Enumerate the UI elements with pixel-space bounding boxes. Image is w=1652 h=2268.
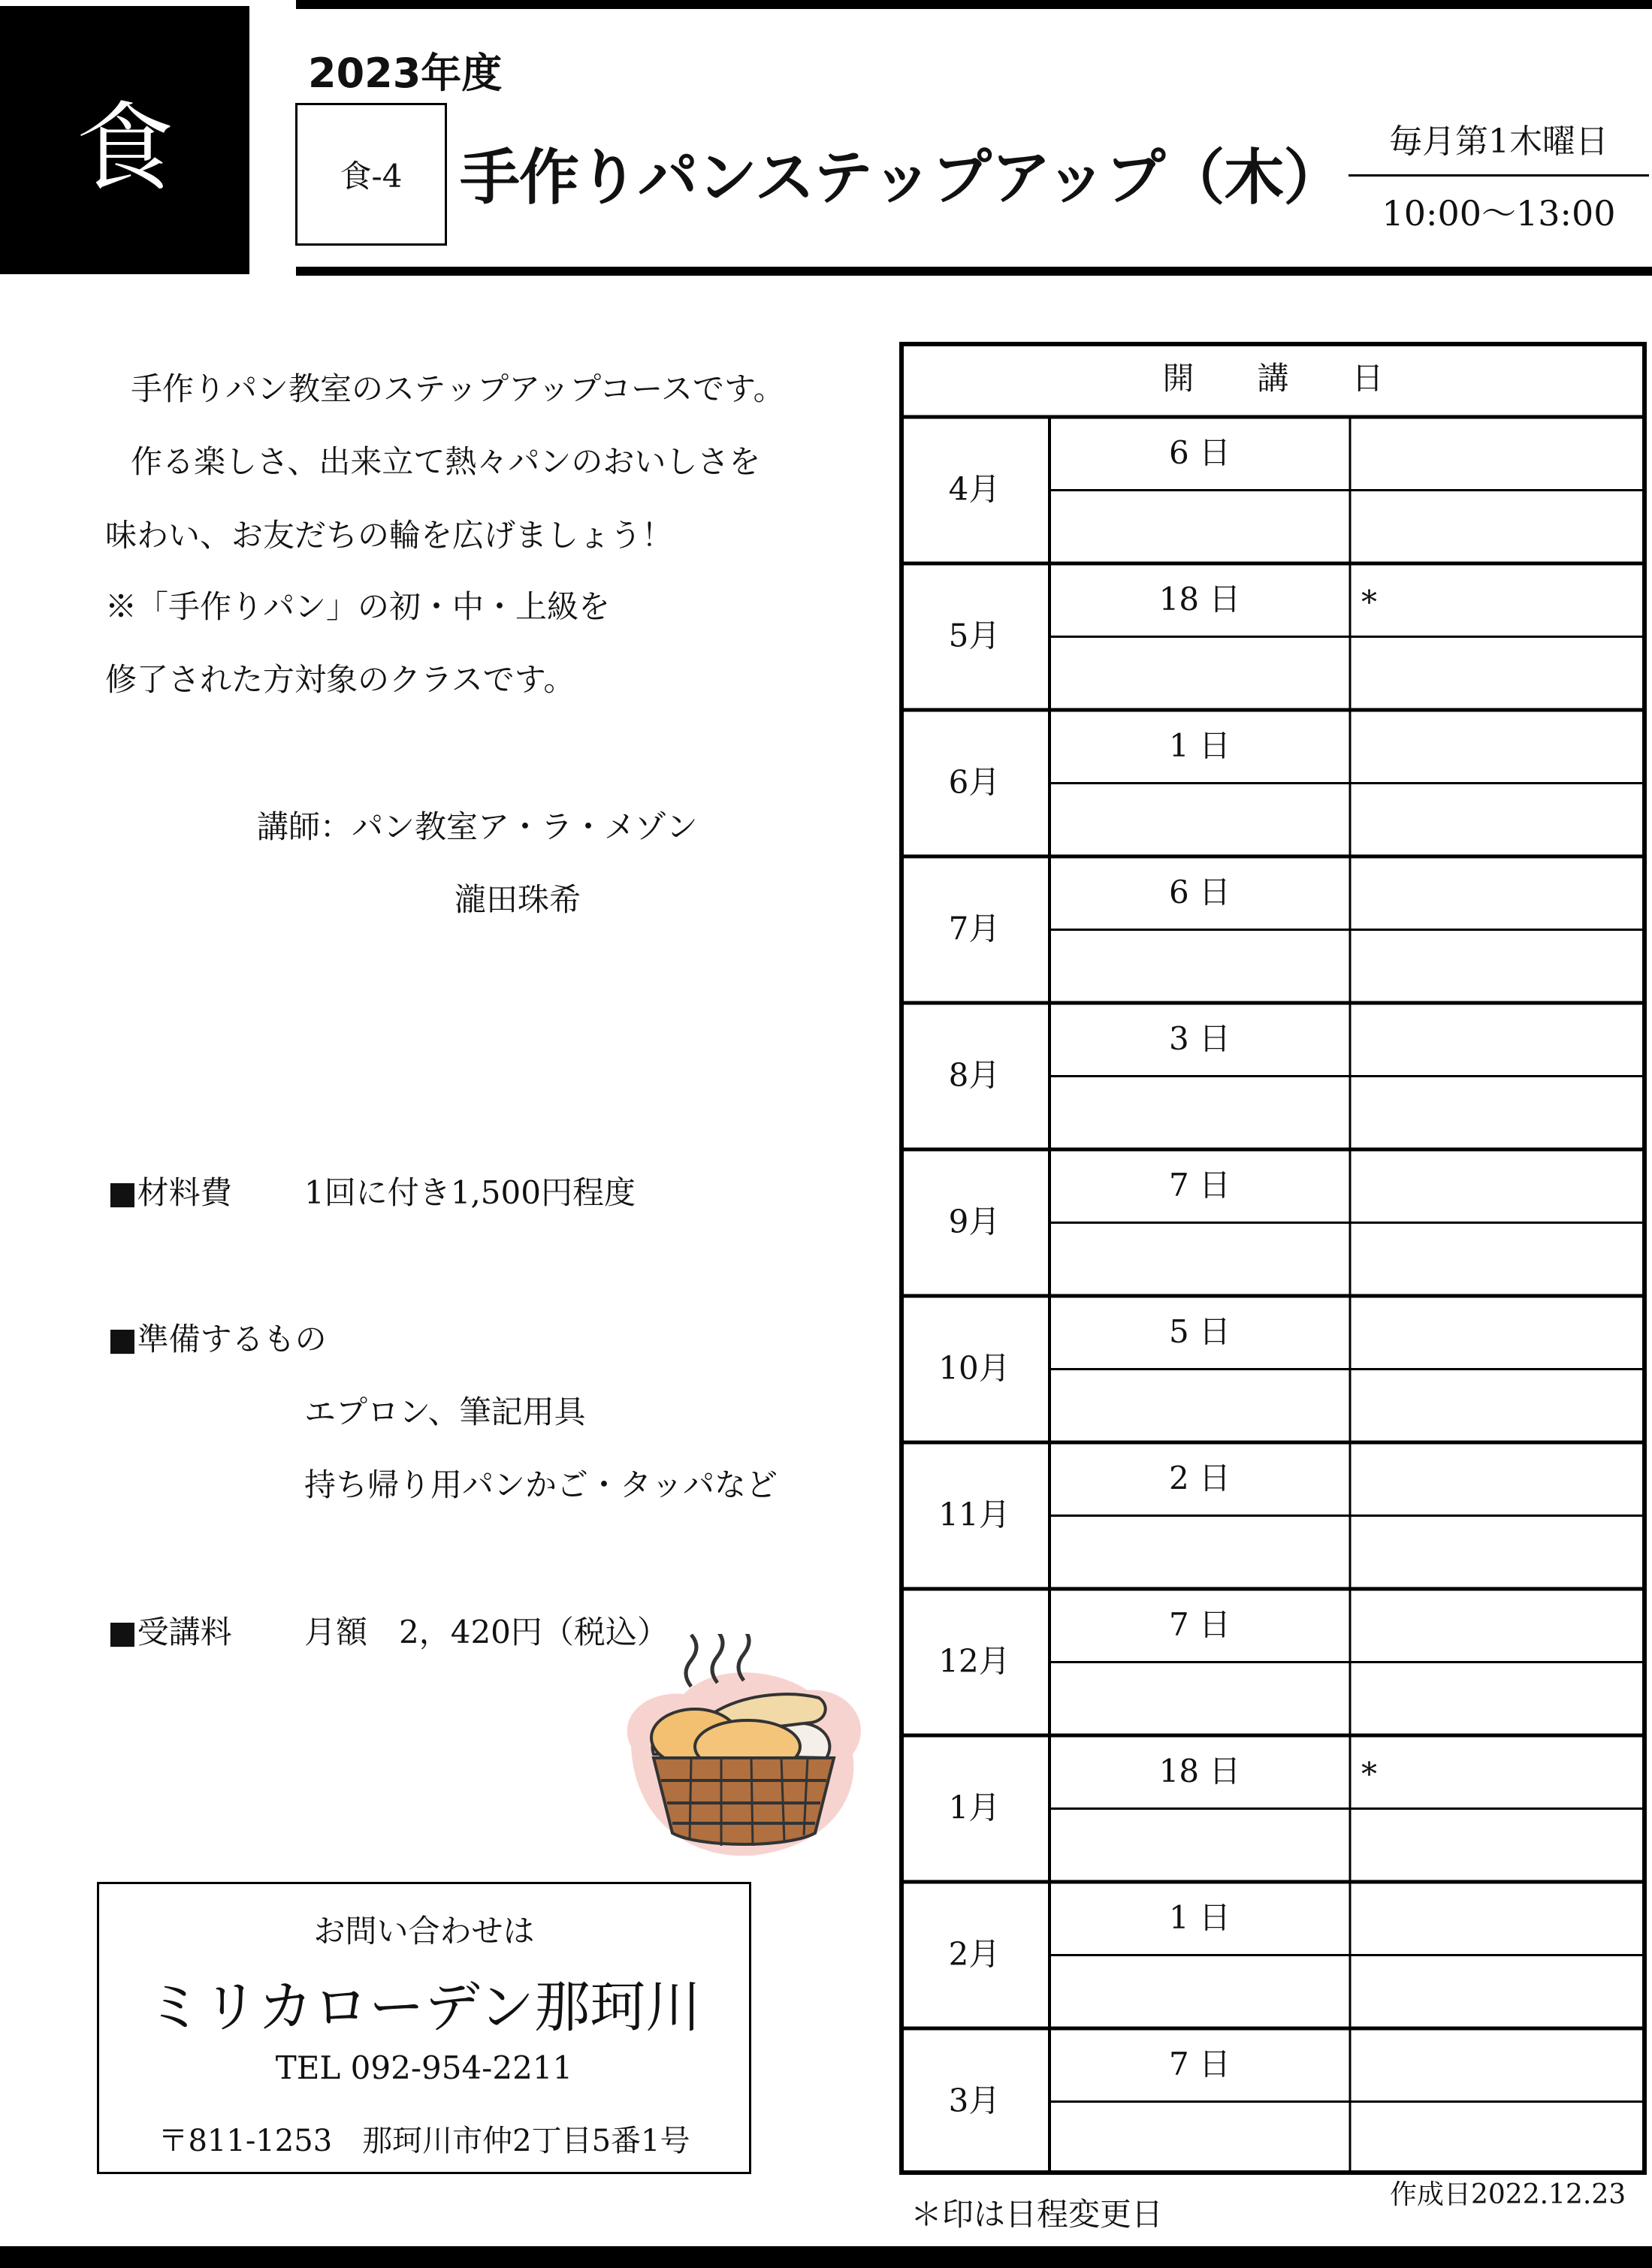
change-mark: * [1361, 1755, 1377, 1792]
description-line: 味わい、お友だちの輪を広げましょう！ [105, 517, 674, 554]
day-cell: 6 日 [1168, 433, 1231, 471]
contact-tel: TEL 092-954-2211 [275, 2049, 573, 2086]
month-cell: 7月 [948, 910, 1001, 947]
day-cell: 2 日 [1168, 1459, 1231, 1496]
day-cell: 7 日 [1168, 1166, 1231, 1203]
day-cell: 6 日 [1168, 873, 1231, 911]
month-cell: 11月 [938, 1496, 1010, 1533]
day-cell: 18 日 [1158, 580, 1241, 618]
fee-value: 月額 2，420円（税込） [304, 1614, 669, 1650]
day-cell: 7 日 [1168, 2045, 1231, 2082]
header-bottom-rule [296, 267, 1652, 276]
month-cell: 10月 [938, 1349, 1010, 1387]
instructor-name: 瀧田珠希 [455, 881, 581, 918]
month-cell: 2月 [948, 1935, 1001, 1973]
schedule-table [899, 342, 1647, 2175]
header-top-rule [296, 0, 1652, 9]
category-badge [0, 6, 249, 274]
year-label: 2023年度 [308, 50, 503, 97]
day-cell: 5 日 [1168, 1312, 1231, 1350]
description-line: 手作りパン教室のステップアップコースです。 [131, 370, 785, 407]
created-date: 作成日2022.12.23 [1390, 2179, 1626, 2210]
month-cell: 1月 [948, 1789, 1001, 1826]
month-cell: 8月 [948, 1056, 1001, 1094]
contact-box [97, 1882, 751, 2174]
category-label: 食 [75, 91, 174, 205]
page-bottom-bar [0, 2246, 1652, 2268]
change-mark: * [1361, 583, 1377, 621]
description-line: ※「手作りパン」の初・中・上級を [105, 588, 611, 625]
month-cell: 9月 [948, 1203, 1001, 1240]
course-code-box [295, 103, 447, 246]
day-cell: 7 日 [1168, 1605, 1231, 1643]
instructor-line: 講師：パン教室ア・ラ・メゾン [257, 808, 698, 845]
table-header: 開 講 日 [1162, 360, 1384, 397]
prep-item: 持ち帰り用パンかご・タッパなど [304, 1466, 778, 1503]
fee-label: ■受講料 [107, 1614, 232, 1650]
material-label: ■材料費 [107, 1174, 232, 1211]
day-cell: 3 日 [1168, 1019, 1231, 1057]
table-border [902, 344, 1644, 2173]
month-cell: 6月 [948, 763, 1001, 801]
schedule-divider [1348, 174, 1649, 177]
contact-lead: お問い合わせは [313, 1913, 535, 1949]
day-cell: 1 日 [1168, 1898, 1231, 1936]
month-cell: 3月 [948, 2082, 1001, 2119]
month-cell: 12月 [938, 1642, 1010, 1680]
footnote: ＊印は日程変更日 [911, 2196, 1164, 2233]
month-cell: 5月 [948, 617, 1001, 654]
contact-name: ミリカローデン那珂川 [146, 1975, 702, 2040]
day-cell: 1 日 [1168, 726, 1231, 764]
month-cell: 4月 [948, 470, 1001, 508]
schedule-label: 毎月第1木曜日 [1389, 122, 1608, 161]
description-line: 修了された方対象のクラスです。 [105, 661, 575, 698]
contact-address: 〒811-1253 那珂川市仲2丁目5番1号 [158, 2124, 690, 2158]
description-line: 作る楽しさ、出来立て熱々パンのおいしさを [131, 443, 761, 480]
course-title: 手作りパンステップアップ（木） [460, 143, 1343, 213]
prep-item: エプロン、筆記用具 [304, 1394, 586, 1430]
bread-basket-icon [601, 1634, 871, 1867]
prep-label: ■準備するもの [107, 1321, 327, 1357]
material-value: 1回に付き1,500円程度 [304, 1174, 636, 1211]
schedule-time: 10:00～13:00 [1382, 193, 1616, 234]
course-code: 食-4 [340, 158, 403, 195]
day-cell: 18 日 [1158, 1752, 1241, 1789]
